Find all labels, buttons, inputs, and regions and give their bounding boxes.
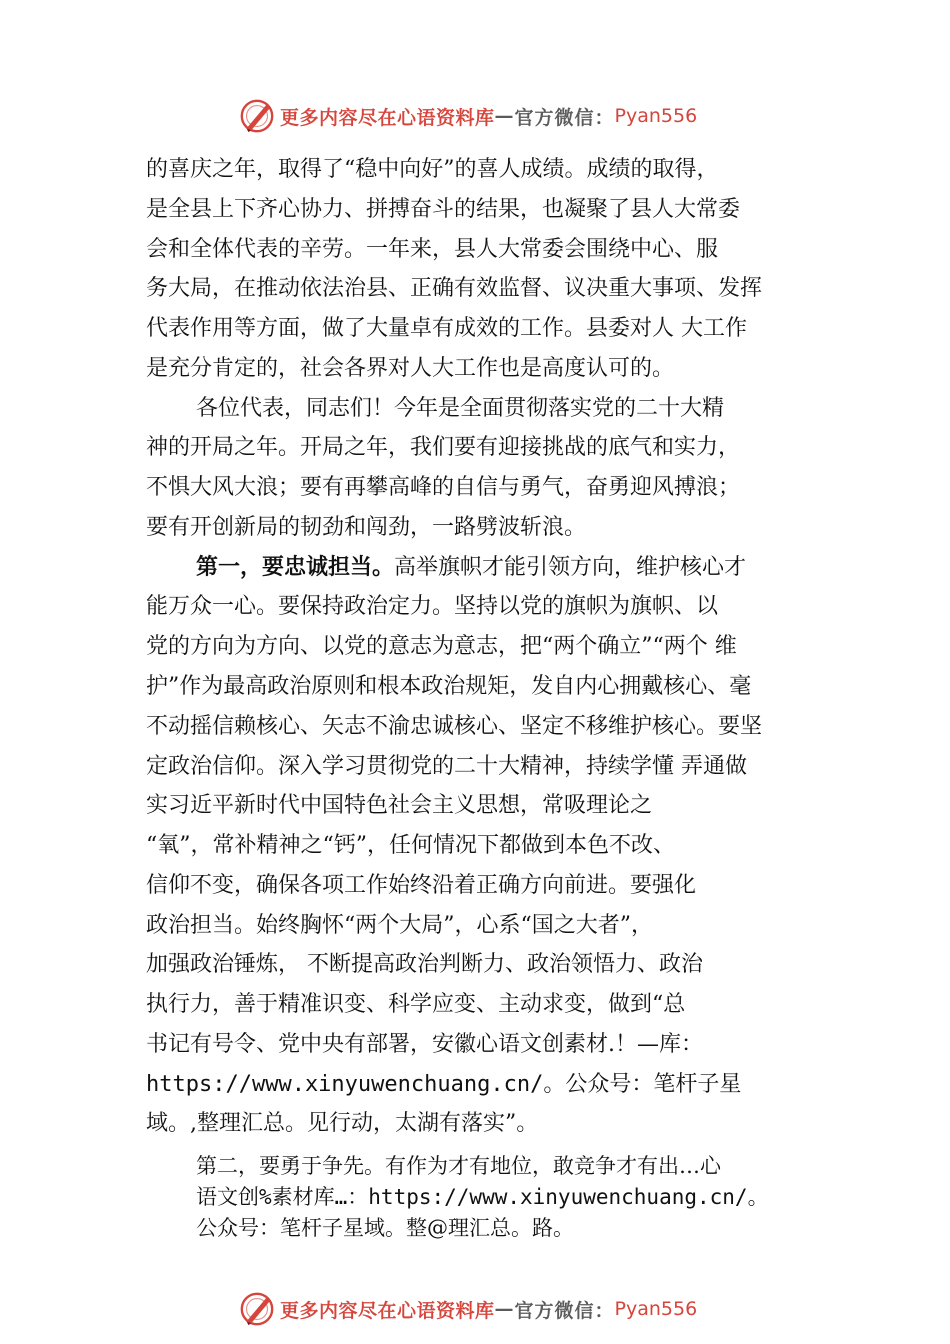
- banner-wechat-label: 官方微信：: [514, 1299, 615, 1322]
- banner-wechat-label: 官方微信：: [514, 106, 615, 129]
- text-line: 域。,整理汇总。见行动，太湖有落实”。: [146, 1111, 539, 1136]
- text-span: 高举旗帜才能引领方向，维护核心才: [394, 555, 747, 580]
- watermark-banner-bottom: [0, 1289, 950, 1329]
- text-line: 代表作用等方面，做了大量卓有成效的工作。县委对人 大工作: [146, 316, 747, 341]
- text-line: 不惧大风大浪；要有再攀高峰的自信与勇气，奋勇迎风搏浪；: [146, 475, 741, 500]
- text-line: 神的开局之年。开局之年，我们要有迎接挑战的底气和实力，: [146, 435, 741, 460]
- text-line: 语文创%素材库…：https://www.xinyuwenchuang.cn/。: [196, 1185, 769, 1209]
- text-line: 不动摇信赖核心、矢志不渝忠诚核心、坚定不移维护核心。要坚: [146, 714, 763, 739]
- banner-dash: —: [494, 105, 515, 127]
- text-line: 护”作为最高政治原则和根本政治规矩，发自内心拥戴核心、毫: [146, 674, 752, 699]
- text-line: “氧”，常补精神之“钙”，任何情况下都做到本色不改、: [146, 833, 675, 858]
- text-line: 各位代表，同志们！今年是全面贯彻落实党的二十大精: [196, 396, 725, 421]
- text-line: 实习近平新时代中国特色社会主义思想，常吸理论之: [146, 793, 653, 818]
- text-line: 的喜庆之年，取得了“稳中向好”的喜人成绩。成绩的取得，: [146, 157, 719, 182]
- section-heading: 第一，要忠诚担当。: [196, 555, 395, 580]
- text-line: 党的方向为方向、以党的意志为意志，把“两个确立”“两个 维: [146, 634, 737, 659]
- watermark-banner-top: [0, 96, 950, 136]
- text-line: [196, 554, 746, 582]
- text-line: 信仰不变，确保各项工作始终沿着正确方向前进。要强化: [146, 873, 697, 898]
- text-line: 能万众一心。要保持政治定力。坚持以党的旗帜为旗帜、以: [146, 594, 719, 619]
- text-line: https://www.xinyuwenchuang.cn/。公众号：笔杆子星: [146, 1072, 742, 1097]
- banner-brand-text: 更多内容尽在心语资料库: [280, 106, 495, 129]
- banner-wechat-id: Pyan556: [614, 105, 698, 127]
- banner-dash: —: [494, 1298, 515, 1320]
- text-line: 是全县上下齐心协力、拼搏奋斗的结果，也凝聚了县人大常委: [146, 197, 741, 222]
- text-line: 公众号：笔杆子星域。整@理汇总。路。: [196, 1216, 574, 1240]
- banner-brand-text: 更多内容尽在心语资料库: [280, 1299, 495, 1322]
- text-line: 要有开创新局的韧劲和闯劲，一路劈波斩浪。: [146, 515, 587, 540]
- text-line: 书记有号令、党中央有部署，安徽心语文创素材.！—库：: [146, 1032, 703, 1057]
- text-line: 政治担当。始终胸怀“两个大局”，心系“国之大者”，: [146, 913, 653, 938]
- pen-logo-icon: [238, 97, 276, 135]
- text-line: 是充分肯定的，社会各界对人大工作也是高度认可的。: [146, 356, 675, 381]
- banner-wechat-id: Pyan556: [614, 1298, 698, 1320]
- text-line: 第二，要勇于争先。有作为才有地位，敢竞争才有出…心: [196, 1154, 721, 1178]
- text-line: 执行力，善于精准识变、科学应变、主动求变，做到“总: [146, 992, 686, 1017]
- text-line: 加强政治锤炼， 不断提高政治判断力、政治领悟力、政治: [146, 952, 703, 977]
- text-line: 定政治信仰。深入学习贯彻党的二十大精神，持续学懂 弄通做: [146, 754, 747, 779]
- text-line: 会和全体代表的辛劳。一年来，县人大常委会围绕中心、服: [146, 237, 719, 262]
- text-line: 务大局，在推动依法治县、正确有效监督、议决重大事项、发挥: [146, 276, 763, 301]
- pen-logo-icon: [238, 1290, 276, 1328]
